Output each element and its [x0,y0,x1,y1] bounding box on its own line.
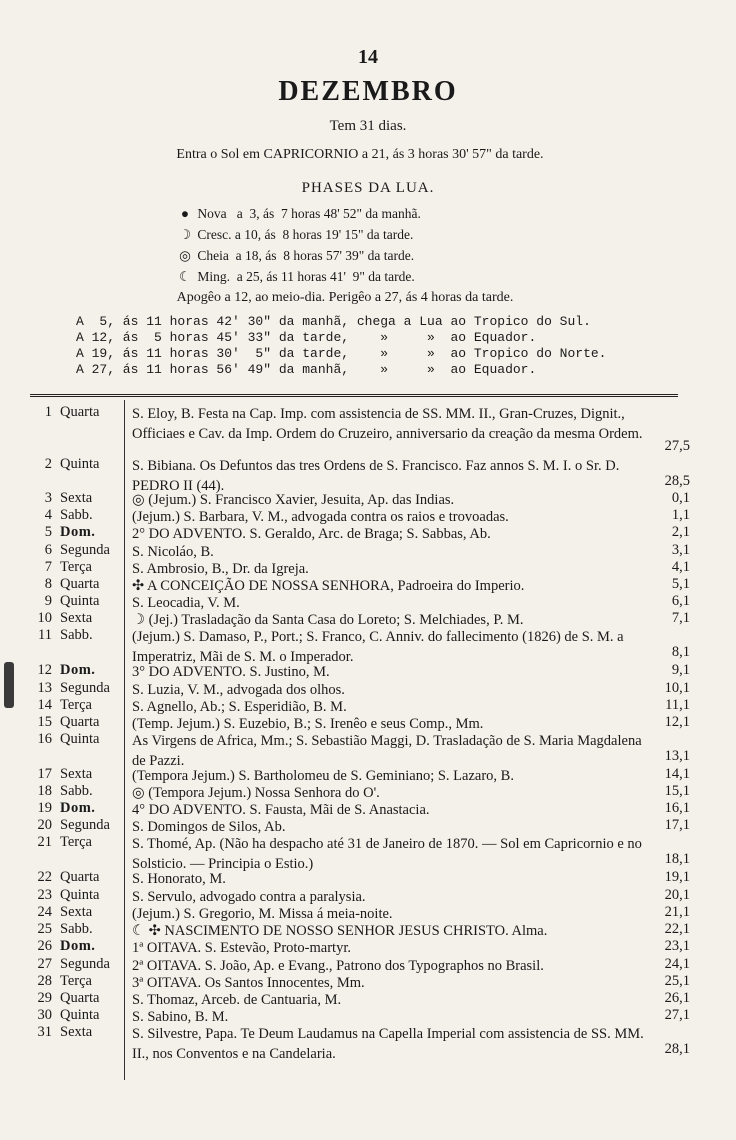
day-number: 1 [44,404,52,420]
moon-age-value: 5,1 [671,576,690,592]
feast-text: ☽ (Jej.) Trasladação da Santa Casa do Loreto; S. Melchiades, P. M. [132,612,524,628]
moon-age-value: 18,1 [664,851,690,867]
tropic-line: A 12, ás 5 horas 45' 33" da tarde, » » ao Equador. [76,330,537,345]
feast-text: S. Thomé, Ap. (Não ha despacho até 31 de Janeiro de 1870. — Sol em Capricornio e no Solsticio. — Principia o Estio.) [132,836,642,872]
day-number: 23 [37,887,52,903]
day-number: 7 [44,559,52,575]
moon-age-value: 10,1 [664,680,690,696]
feast-text: 1ª OITAVA. S. Estevão, Proto-martyr. [132,940,351,956]
day-number: 22 [37,869,52,885]
weekday: Sabb. [60,627,93,643]
tropic-line: A 5, ás 11 horas 42' 30" da manhã, chega a Lua ao Tropico do Sul. [76,314,591,329]
weekday: Quinta [60,593,100,609]
phases-title: PHASES DA LUA. [301,180,435,196]
tropic-line: A 27, ás 11 horas 56' 49" da manhã, » » ao Equador. [76,362,537,377]
moon-age-value: 13,1 [664,748,690,764]
weekday: Sexta [60,904,93,920]
moon-age-value: 4,1 [671,559,690,575]
phase-text: Cheia a 18, ás 8 horas 57' 39" da tarde. [194,248,415,263]
feast-text: S. Nicoláo, B. [132,544,214,560]
day-number: 16 [37,731,52,747]
moon-age-value: 15,1 [664,783,690,799]
month-title: DEZEMBRO [278,76,458,107]
moon-phase-icon: ☾ [178,269,192,284]
day-number: 3 [44,490,52,506]
phase-text: Nova a 3, ás 7 horas 48' 52" da manhã. [194,206,421,221]
weekday: Terça [60,834,92,850]
moon-age-value: 20,1 [664,887,690,903]
day-number: 9 [44,593,52,609]
page-number: 14 [358,46,378,68]
feast-text: 2° DO ADVENTO. S. Geraldo, Arc. de Braga; S. Sabbas, Ab. [132,526,491,542]
feast-text: S. Luzia, V. M., advogada dos olhos. [132,682,345,698]
feast-text: 2ª OITAVA. S. João, Ap. e Evang., Patrono dos Typographos no Brasil. [132,958,544,974]
moon-age-value: 27,1 [664,1007,690,1023]
day-number: 5 [44,524,52,540]
solar-entry: Entra o Sol em CAPRICORNIO a 21, ás 3 horas 30' 57" da tarde. [176,147,544,162]
feast-text: S. Silvestre, Papa. Te Deum Laudamus na Capella Imperial com assistencia de SS. MM. II., nos Conventos e na Candelaria. [132,1026,644,1062]
table-divider [30,394,678,397]
weekday: Quinta [60,456,100,472]
days-count: Tem 31 dias. [329,118,407,134]
day-number: 14 [37,697,52,713]
day-number: 18 [37,783,52,799]
feast-text: S. Honorato, M. [132,871,226,887]
day-number: 20 [37,817,52,833]
feast-text: S. Agnello, Ab.; S. Esperidião, B. M. [132,699,347,715]
weekday: Segunda [60,680,110,696]
phase-text: Ming. a 25, ás 11 horas 41' 9" da tarde. [194,269,415,284]
moon-phase-icon: ● [180,206,190,221]
weekday: Terça [60,973,92,989]
day-number: 8 [44,576,52,592]
moon-age-value: 19,1 [664,869,690,885]
day-number: 19 [37,800,52,816]
day-number: 29 [37,990,52,1006]
moon-age-value: 26,1 [664,990,690,1006]
moon-age-value: 9,1 [671,662,690,678]
day-number: 6 [44,542,52,558]
day-number: 13 [37,680,52,696]
weekday: Sexta [60,766,93,782]
moon-age-value: 28,1 [664,1041,690,1057]
phase-text: Cresc. a 10, ás 8 horas 19' 15" da tarde. [194,227,414,242]
phase-line [176,206,421,222]
weekday: Sexta [60,490,93,506]
weekday: Sabb. [60,921,93,937]
moon-age-value: 21,1 [664,904,690,920]
moon-age-value: 1,1 [671,507,690,523]
weekday: Sexta [60,610,93,626]
weekday: Quinta [60,731,100,747]
moon-phase-icon: ◎ [179,248,191,263]
weekday: Quarta [60,869,100,885]
tropic-line: A 19, ás 11 horas 30' 5" da tarde, » » ao Tropico do Norte. [76,346,607,361]
day-number: 4 [44,507,52,523]
weekday: Segunda [60,956,110,972]
feast-text: ◎ (Tempora Jejum.) Nossa Senhora do O'. [132,785,380,801]
weekday: Sabb. [60,507,93,523]
moon-age-value: 17,1 [664,817,690,833]
weekday: Quinta [60,887,100,903]
feast-text: (Tempora Jejum.) S. Bartholomeu de S. Geminiano; S. Lazaro, B. [132,768,514,784]
column-divider [124,400,125,1080]
moon-age-value: 3,1 [671,542,690,558]
feast-text: ◎ (Jejum.) S. Francisco Xavier, Jesuita, Ap. das Indias. [132,492,455,508]
feast-text: S. Domingos de Silos, Ab. [132,819,286,835]
weekday: Quarta [60,576,100,592]
weekday: Terça [60,559,92,575]
feast-text: ☾ ✣ NASCIMENTO DE NOSSO SENHOR JESUS CHRISTO. Alma. [132,923,548,939]
day-number: 25 [37,921,52,937]
moon-age-value: 28,5 [664,473,690,489]
moon-age-value: 12,1 [664,714,690,730]
feast-text: (Jejum.) S. Barbara, V. M., advogada contra os raios e trovoadas. [132,509,509,525]
weekday: Segunda [60,817,110,833]
weekday: Segunda [60,542,110,558]
moon-age-value: 8,1 [671,644,690,660]
day-number: 27 [37,956,52,972]
apogee-line: Apogêo a 12, ao meio-dia. Perigêo a 27, ás 4 horas da tarde. [176,290,514,305]
moon-age-value: 6,1 [671,593,690,609]
feast-text: S. Servulo, advogado contra a paralysia. [132,889,366,905]
phase-line [176,269,415,285]
phase-line [176,248,414,264]
moon-phase-icon: ☽ [178,227,192,242]
moon-age-value: 24,1 [664,956,690,972]
weekday: Terça [60,697,92,713]
feast-text: ✣ A CONCEIÇÃO DE NOSSA SENHORA, Padroeira do Imperio. [132,578,525,594]
feast-text: 4° DO ADVENTO. S. Fausta, Mãi de S. Anastacia. [132,802,430,818]
moon-age-value: 16,1 [664,800,690,816]
feast-text: (Jejum.) S. Damaso, P., Port.; S. Franco, C. Anniv. do fallecimento (1826) de S. M. a Imperatriz, Mãi de S. M. o Imperador. [132,629,624,665]
weekday: Dom. [60,800,96,816]
feast-text: (Jejum.) S. Gregorio, M. Missa á meia-noite. [132,906,393,922]
moon-age-value: 22,1 [664,921,690,937]
day-number: 30 [37,1007,52,1023]
moon-age-value: 2,1 [671,524,690,540]
feast-text: As Virgens de Africa, Mm.; S. Sebastião Maggi, D. Trasladação de S. Maria Magdalena de Pazzi. [132,733,642,769]
feast-text: S. Eloy, B. Festa na Cap. Imp. com assistencia de SS. MM. II., Gran-Cruzes, Dignit., Officiaes e Cav. da Imp. Ordem do Cruzeiro, anniversario da creação da mesma Ordem. [132,406,643,442]
weekday: Dom. [60,938,96,954]
weekday: Quarta [60,990,100,1006]
moon-age-value: 23,1 [664,938,690,954]
day-number: 26 [37,938,52,954]
weekday: Quarta [60,714,100,730]
phase-line [176,227,413,243]
day-number: 17 [37,766,52,782]
weekday: Quinta [60,1007,100,1023]
weekday: Dom. [60,524,96,540]
feast-text: 3° DO ADVENTO. S. Justino, M. [132,664,330,680]
day-number: 2 [44,456,52,472]
day-number: 12 [37,662,52,678]
day-number: 11 [38,627,52,643]
weekday: Sexta [60,1024,93,1040]
day-number: 15 [37,714,52,730]
weekday: Sabb. [60,783,93,799]
feast-text: S. Ambrosio, B., Dr. da Igreja. [132,561,309,577]
feast-text: S. Bibiana. Os Defuntos das tres Ordens de S. Francisco. Faz annos S. M. I. o Sr. D. PEDRO II (44). [132,458,620,494]
moon-age-value: 7,1 [671,610,690,626]
moon-age-value: 14,1 [664,766,690,782]
day-number: 10 [37,610,52,626]
feast-text: S. Sabino, B. M. [132,1009,229,1025]
margin-mark [4,662,14,708]
feast-text: S. Leocadia, V. M. [132,595,240,611]
feast-text: S. Thomaz, Arceb. de Cantuaria, M. [132,992,342,1008]
moon-age-value: 27,5 [664,438,690,454]
moon-age-value: 11,1 [665,697,690,713]
day-number: 21 [37,834,52,850]
feast-text: (Temp. Jejum.) S. Euzebio, B.; S. Irenêo e seus Comp., Mm. [132,716,484,732]
day-number: 24 [37,904,52,920]
weekday: Quarta [60,404,100,420]
feast-text: 3ª OITAVA. Os Santos Innocentes, Mm. [132,975,365,991]
moon-age-value: 0,1 [671,490,690,506]
day-number: 28 [37,973,52,989]
day-number: 31 [37,1024,52,1040]
moon-age-value: 25,1 [664,973,690,989]
weekday: Dom. [60,662,96,678]
